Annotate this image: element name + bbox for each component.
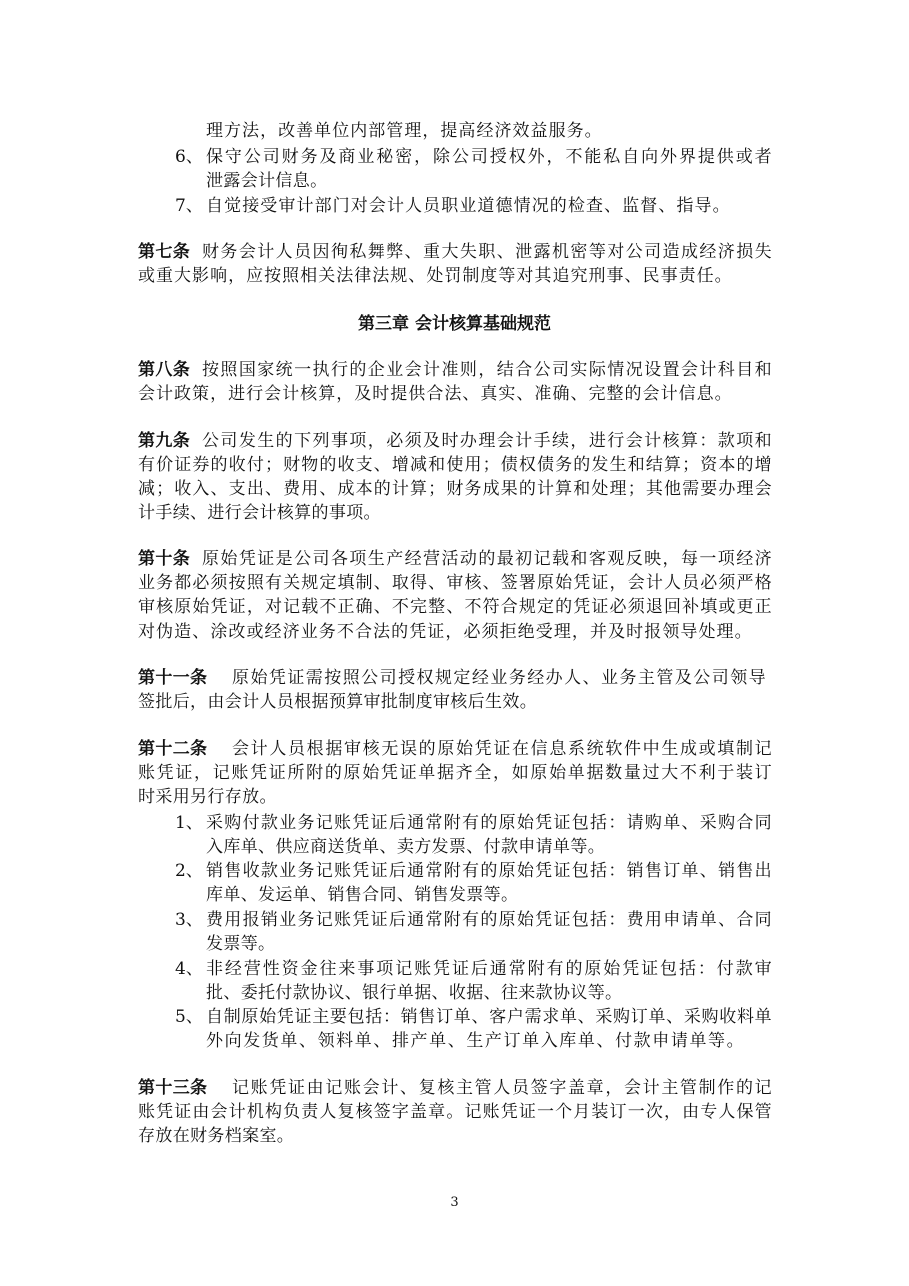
list-item-line: 入库单、供应商送货单、卖方发票、付款申请单等。 — [206, 837, 606, 857]
article-text-line: 业务都必须按照有关规定填制、取得、审核、签署原始凭证，会计人员必须严格 — [138, 573, 772, 593]
list-number: 7、 — [175, 196, 203, 216]
article-text-line: 账凭证由会计机构负责人复核签字盖章。记账凭证一个月装订一次，由专人保管 — [138, 1102, 772, 1122]
article-text-line: 按照国家统一执行的企业会计准则，结合公司实际情况设置会计科目和 — [202, 360, 772, 380]
article-label: 第七条 — [138, 242, 191, 262]
list-number: 6、 — [175, 147, 203, 167]
article-text-line: 减；收入、支出、费用、成本的计算；财务成果的计算和处理；其他需要办理会 — [138, 479, 772, 499]
article-label: 第十二条 — [138, 739, 208, 759]
list-item-line: 发票等。 — [206, 934, 276, 954]
article-text-line: 记账凭证由记账会计、复核主管人员签字盖章，会计主管制作的记 — [232, 1078, 772, 1098]
article-text-line: 或重大影响，应按照相关法律法规、处罚制度等对其追究刑事、民事责任。 — [138, 266, 732, 286]
article-text-line: 会计人员根据审核无误的原始凭证在信息系统软件中生成或填制记 — [232, 739, 772, 759]
list-item-line: 自制原始凭证主要包括：销售订单、客户需求单、采购订单、采购收料单 — [206, 1007, 772, 1027]
article-text-line: 财务会计人员因徇私舞弊、重大失职、泄露机密等对公司造成经济损失 — [202, 242, 772, 262]
list-item-line: 采购付款业务记账凭证后通常附有的原始凭证包括：请购单、采购合同 — [206, 813, 772, 833]
list-item-line: 保守公司财务及商业秘密，除公司授权外，不能私自向外界提供或者 — [206, 147, 772, 167]
article-text-line: 公司发生的下列事项，必须及时办理会计手续，进行会计核算：款项和 — [202, 431, 772, 451]
list-item-line: 费用报销业务记账凭证后通常附有的原始凭证包括：费用申请单、合同 — [206, 910, 772, 930]
article-label: 第八条 — [138, 360, 191, 380]
article-text-line: 原始凭证需按照公司授权规定经业务经办人、业务主管及公司领导 — [232, 668, 766, 688]
article-text-line: 对伪造、涂改或经济业务不合法的凭证，必须拒绝受理，并及时报领导处理。 — [138, 622, 752, 642]
article-text-line: 会计政策，进行会计核算，及时提供合法、真实、准确、完整的会计信息。 — [138, 384, 732, 404]
page-number: 3 — [450, 1195, 459, 1210]
list-item-line: 自觉接受审计部门对会计人员职业道德情况的检查、监督、指导。 — [206, 196, 730, 216]
list-item-line: 非经营性资金往来事项记账凭证后通常附有的原始凭证包括：付款审 — [206, 959, 772, 979]
list-number: 5、 — [175, 1007, 203, 1027]
article-text-line: 签批后，由会计人员根据预算审批制度审核后生效。 — [138, 692, 538, 712]
list-number: 1、 — [175, 813, 203, 833]
article-text-line: 时采用另行存放。 — [138, 787, 277, 807]
chapter-heading: 第三章 会计核算基础规范 — [358, 314, 551, 334]
article-text-line: 账凭证，记账凭证所附的原始凭证单据齐全，如原始单据数量过大不利于装订 — [138, 763, 772, 783]
article-text-line: 审核原始凭证，对记载不正确、不完整、不符合规定的凭证必须退回补填或更正 — [138, 597, 772, 617]
article-text-line: 存放在财务档案室。 — [138, 1126, 295, 1146]
list-item-continuation: 理方法，改善单位内部管理，提高经济效益服务。 — [206, 121, 602, 141]
list-number: 3、 — [175, 910, 203, 930]
article-text-line: 原始凭证是公司各项生产经营活动的最初记载和客观反映，每一项经济 — [202, 549, 772, 569]
article-label: 第十条 — [138, 549, 191, 569]
article-text-line: 有价证券的收付；财物的收支、增减和使用；债权债务的发生和结算；资本的增 — [138, 455, 772, 475]
article-label: 第十三条 — [138, 1078, 208, 1098]
list-number: 4、 — [175, 959, 203, 979]
list-item-line: 外向发货单、领料单、排产单、生产订单入库单、付款申请单等。 — [206, 1031, 744, 1051]
list-item-line: 销售收款业务记账凭证后通常附有的原始凭证包括：销售订单、销售出 — [206, 861, 772, 881]
list-item-line: 批、委托付款协议、银行单据、收据、往来款协议等。 — [206, 983, 623, 1003]
article-label: 第十一条 — [138, 668, 208, 688]
article-text-line: 计手续、进行会计核算的事项。 — [138, 503, 381, 523]
list-item-line: 库单、发运单、销售合同、销售发票等。 — [206, 885, 519, 905]
article-label: 第九条 — [138, 431, 191, 451]
list-item-line: 泄露会计信息。 — [206, 171, 328, 191]
list-number: 2、 — [175, 861, 203, 881]
